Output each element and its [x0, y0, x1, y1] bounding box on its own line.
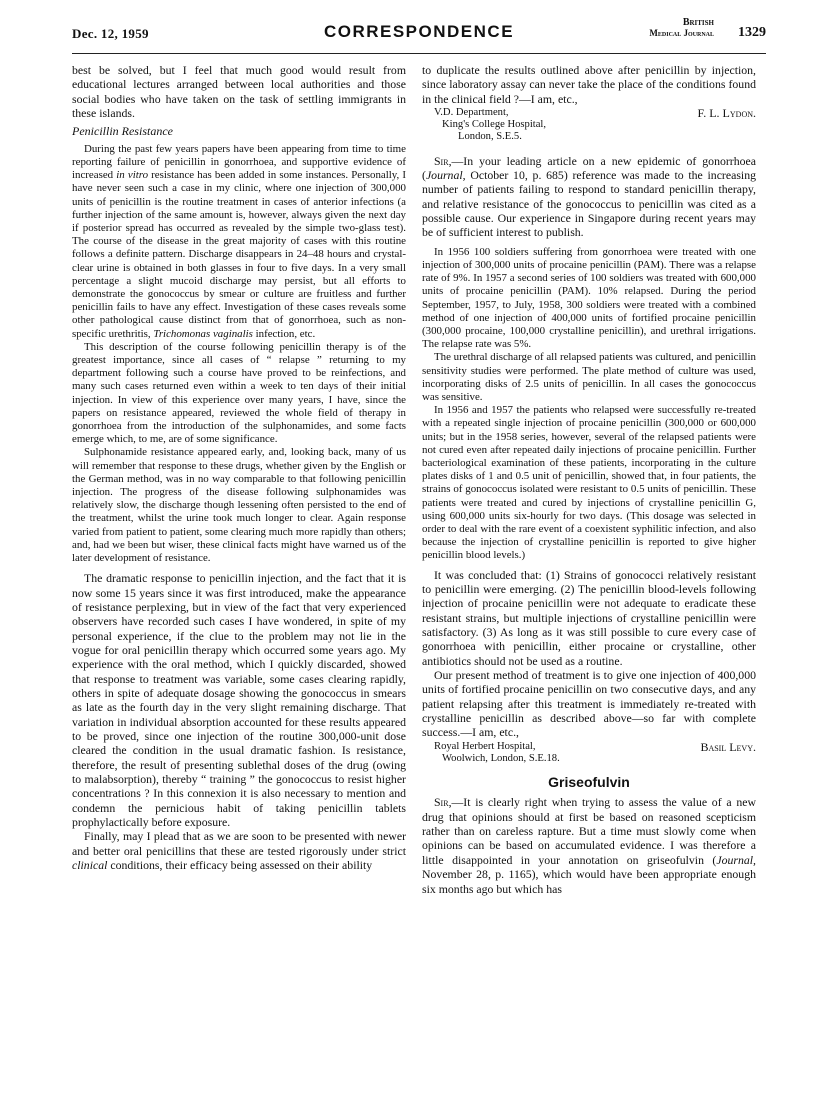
journal-line-2: Medical Journal — [649, 28, 714, 38]
paragraph: Our present method of treatment is to give one injection of 400,000 units of fortified procaine penicillin on two consecutive days, and any patient relapsing after this treatment is immediately re-treated with crystalline penicillin as described above—so far with complete success.—I am, etc., — [422, 667, 756, 740]
paragraph: Sulphonamide resistance appeared early, and, looking back, many of us will remember that response to these drugs, whether given by the English or the German method, was in no way comparable to that following penicillin injection. The progress of the disease following sulphonamides was relatively slow, the discharge though lessening often persisted to the end of the treatment, whilst the urine took much longer to clear. Again response varied from patient to patient, some clearing much more rapidly than others; and, had we been but wiser, these clinical facts might have warned us of the later development of resistance. — [72, 446, 406, 565]
issue-date: Dec. 12, 1959 — [72, 26, 149, 41]
signature-block-levy — [422, 741, 756, 765]
paragraph: The urethral discharge of all relapsed patients was cultured, and penicillin sensitivity studies were performed. The plate method of culture was used, incorporating disks of 2.5 units of penicillin. In all cases the gonococcus was sensitive. — [422, 351, 756, 403]
paragraph: Sir,—In your leading article on a new epidemic of gonorrhoea (Journal, October 10, p. 685) reference was made to the increasing number of patients failing to respond to standard penicillin therapy, and relative resistance of the gonococcus to penicillin was cited as a possible cause. Our experience in Singapore during recent years may be of sufficient interest to publish. — [422, 153, 756, 240]
section-title: CORRESPONDENCE — [323, 22, 515, 41]
journal-name — [632, 18, 714, 38]
right-column — [422, 63, 756, 896]
paragraph: During the past few years papers have been appearing from time to time reporting failure of penicillin in gonorrhoea, and supportive evidence of increased in vitro resistance has been added in some instances. Personally, I have never seen such a case in my clinic, where one injection of 300,000 units of penicillin is the routine treatment in cases of anterior infections (a further injection of the same amount is, however, always given the next day if posterior spread has occurred as revealed by the simple two-glass test). The course of the disease in the great majority of cases with this routine follows a definite pattern. Discharge disappears in 24–48 hours and crystal-clear urine is obtained in both glasses in four to five days. In a very small percentage a slight mucoid discharge may persist, but all efforts to demonstrate the gonococcus by smear or culture are fruitless and further penicillin fails to have any effect. Investigation of these cases reveals some other pathological cause distinct from that of gonorrhoea, such as non-specific urethritis, Trichomonas vaginalis infection, etc. — [72, 142, 407, 340]
signature-name: F. L. Lydon. — [697, 106, 756, 121]
paragraph: In 1956 and 1957 the patients who relapsed were successfully re-treated with a repeated single injection of procaine penicillin (300,000 or 600,000 units; but in the 1958 series, however, several of the relapsed patients were not cured even after repeated daily injections of procaine penicillin. Further bacteriological examination of these patients, incorporating in the culture plates disks of 1 and 0.5 unit of penicillin, showed that, in four patients, the strains of gonococcus isolated were resistant to 0.5 units of penicillin. These patients were treated and cured by injections of crystalline penicillin G, using 600,000 units six-hourly for two days. (This dosage was selected in order to deal with the rare event of a coexistent syphilitic infection, and also because the injection of crystalline penicillin is reported to give higher penicillin blood levels.) — [422, 404, 756, 562]
signature-name: Basil Levy. — [700, 739, 756, 754]
paragraph: In 1956 100 soldiers suffering from gonorrhoea were treated with one injection of 300,000 units of procaine penicillin (PAM). There was a relapse rate of 9%. In 1957 a second series of 100 soldiers was treated with 600,000 units of procaine penicillin (PAM). 10% relapsed. During the period September, 1957, to July, 1958, 300 soldiers were treated with a combined method of one injection of 400,000 units of fortified procaine penicillin (300,000 procaine, 100,000 crystalline penicillin), and urethral irrigations. The relapse rate was 5%. — [422, 245, 756, 351]
signature-block-lydon — [422, 107, 756, 144]
paragraph: Sir,—It is clearly right when trying to assess the value of a new drug that opinions should at first be based on reasoned scepticism rather than on careless rapture. But a time must slowly come when opinions can be based on accumulated evidence. I was therefore a little disappointed in your annotation on griseofulvin (Journal, November 28, p. 1165), which would have been appropriate enough six months ago but which has — [422, 795, 756, 896]
paragraph: to duplicate the results outlined above after penicillin by injection, since laboratory assay can never take the place of the conditions found in the clinical field ?—I am, etc., — [422, 63, 756, 106]
paragraph: It was concluded that: (1) Strains of gonococci relatively resistant to penicillin were emerging. (2) The penicillin blood-levels following injection of procaine penicillin were not adequate to eradicate these resistant strains, but multiple injections of crystalline penicillin were satisfactory. (3) As long as it was still possible to cure every case of gonorrhoea with penicillin, either procaine or crystalline, other antibiotics should not be used as a routine. — [422, 567, 756, 668]
paragraph: This description of the course following penicillin therapy is of the greatest importance, since all cases of “ relapse ” returning to my department following such a course have proved to be reinfections, and many such cases returned even within a week to ten days of their initial injection. In view of this experience over many years, I have, since the papers on resistance appeared, reviewed the whole field of therapy in gonorrhoea from the introduction of the sulphonamides, and some facts emerge which, to me, are of some significance. — [72, 340, 406, 446]
left-column — [72, 63, 406, 872]
journal-line-1: British — [682, 17, 714, 28]
subheading-penicillin-resistance: Penicillin Resistance — [72, 124, 173, 139]
page-number: 1329 — [738, 25, 766, 40]
intro-paragraph: best be solved, but I feel that much good would result from educational lectures arranged between local authorities and those social bodies who have taken on the task of settling immigrants in these islands. — [72, 63, 406, 121]
signature-address: V.D. Department, King's College Hospital, London, S.E.5. — [434, 107, 547, 143]
page-header — [72, 8, 766, 54]
paragraph: The dramatic response to penicillin injection, and the fact that it is now some 15 years since it was first introduced, make the appearance of resistance perplexing, but in view of the fact that very experienced observers have recorded such cases I have wondered, in spite of my personal experience, if the clue to the problem may not lie in the vogue for oral penicillin therapy which occurred some years ago. My experience with the oral method, which I quickly discarded, showed that response to treatment was variable, some cases clearing rapidly, others in spite of adequate dosage showing the gonococcus in smears as late as the fourth day in the very slight remaining discharge. That variation in individual absorption accounted for these results appeared to be proved, since one injection of the routine 300,000-unit dose cleared the condition in the usual dramatic fashion. Is resistance, therefore, the result of presenting sublethal doses of the drug (owing to malabsorption), thereby “ training ” the gonococcus to resist higher concentrations ? In this connexion it is also necessary to mention and condemn the pernicious habit of taking penicillin tablets prophylactically before exposure. — [72, 571, 406, 830]
paragraph: Finally, may I plead that as we are soon to be presented with newer and better oral penicillins that these are tested rigorously under strict clinical conditions, their efficacy being assessed on their ability — [72, 829, 406, 873]
header-rule — [72, 53, 766, 54]
signature-address: Royal Herbert Hospital, Woolwich, London, S.E.18. — [434, 740, 560, 764]
section-heading-griseofulvin: Griseofulvin — [548, 774, 630, 791]
